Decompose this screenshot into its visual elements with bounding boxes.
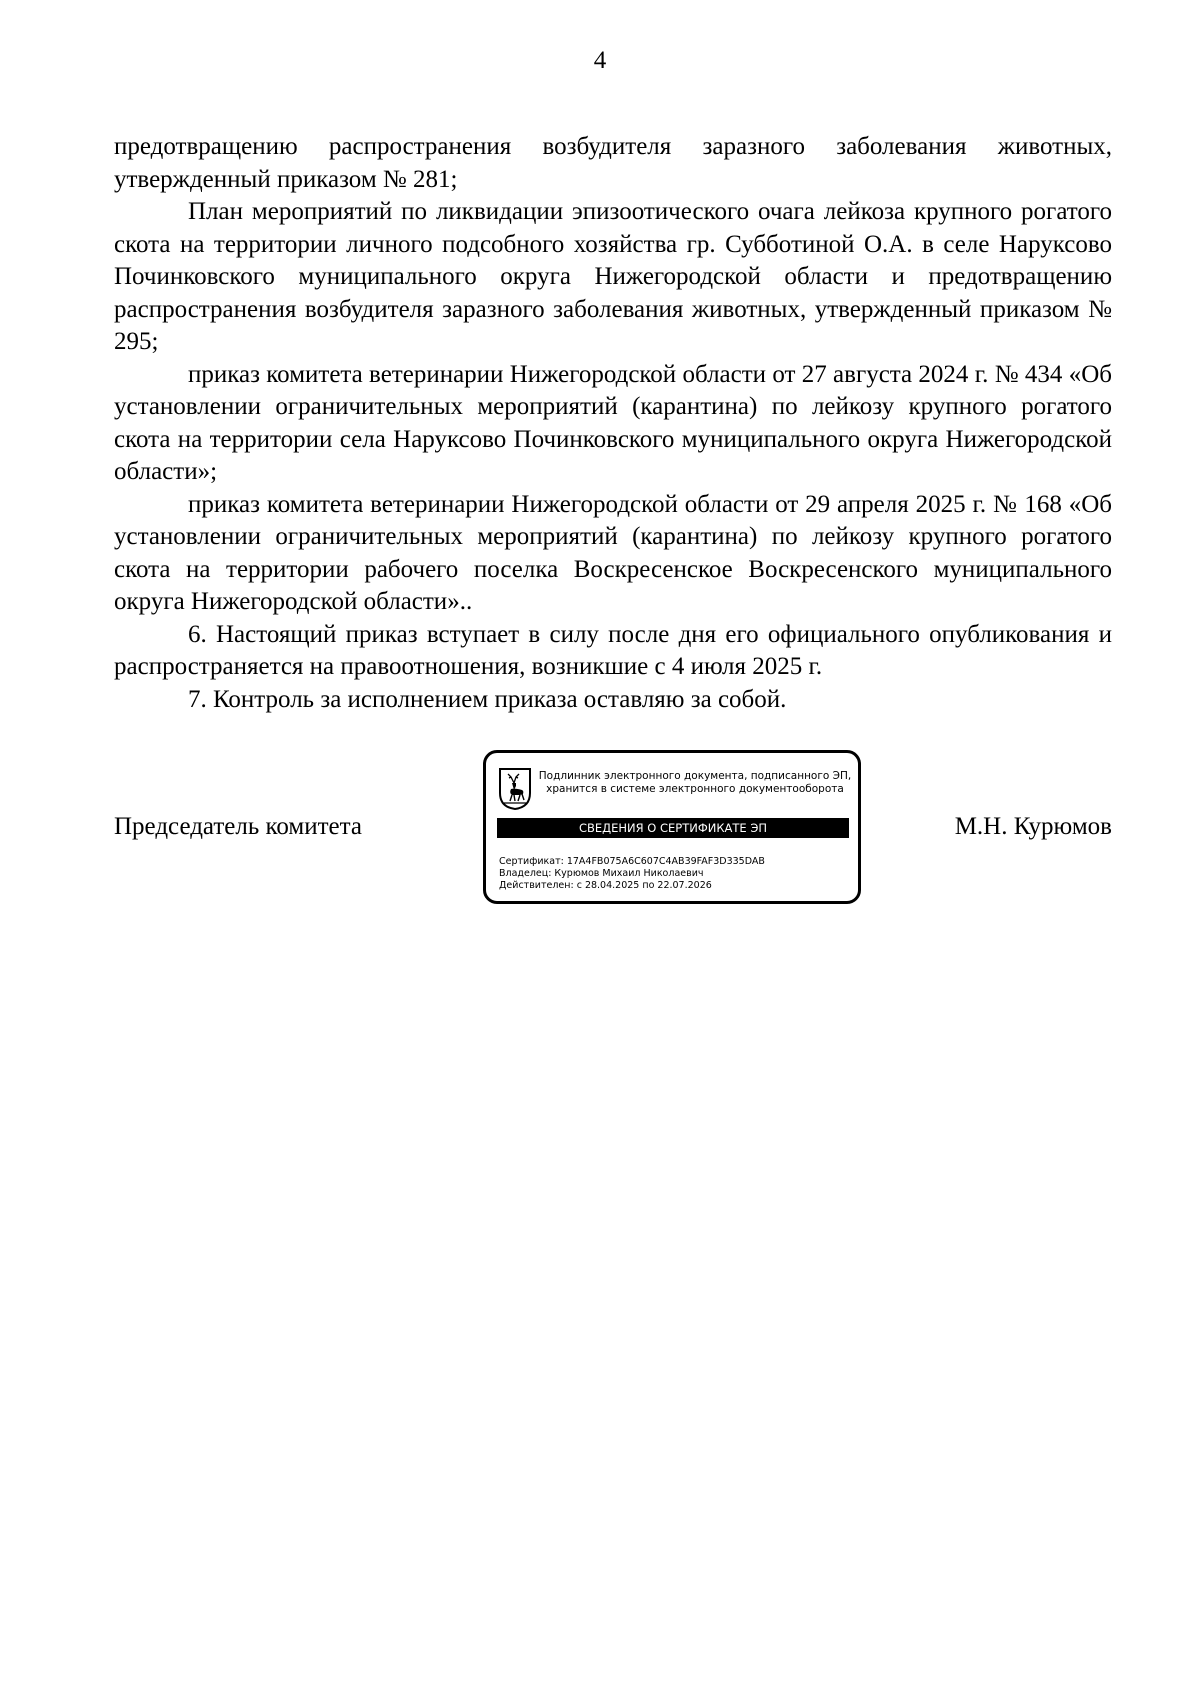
document-body (114, 131, 1112, 716)
paragraph: приказ комитета ветеринарии Нижегородской области от 27 августа 2024 г. № 434 «Об установлении ограничительных мероприятий (карантина) по лейкозу крупного рогатого скота на территории села Наруксово Починковского муниципального округа Нижегородской области»; (114, 360, 1112, 485)
electronic-signature-stamp (483, 750, 861, 904)
paragraph: приказ комитета ветеринарии Нижегородской области от 29 апреля 2025 г. № 168 «Об установлении ограничительных мероприятий (карантина) по лейкозу крупного рогатого скота на территории рабочего поселка Воскресенское Воскресенского муниципального округа Нижегородской области».. (114, 490, 1112, 615)
stamp-header-line: Подлинник электронного документа, подписанного ЭП, (538, 770, 852, 782)
paragraph: План мероприятий по ликвидации эпизоотического очага лейкоза крупного рогатого скота на территории личного подсобного хозяйства гр. Субботиной О.А. в селе Наруксово Починковского муниципального округа Нижегородской области и предотвращению распространения возбудителя заразного заболевания животных, утвержденный приказом № 295; (114, 198, 1112, 355)
signer-name: М.Н. Курюмов (954, 813, 1112, 840)
page-number: 4 (593, 47, 607, 74)
certificate-number: Сертификат: 17A4FB075A6C607C4AB39FAF3D335DAB (499, 856, 765, 867)
paragraph: предотвращению распространения возбудителя заразного заболевания животных, утвержденный приказом № 281; (114, 133, 1112, 193)
stamp-header (536, 770, 854, 796)
stamp-header-line: хранится в системе электронного документооборота (546, 783, 844, 795)
certificate-validity: Действителен: с 28.04.2025 по 22.07.2026 (499, 880, 712, 891)
paragraph: 6. Настоящий приказ вступает в силу после дня его официального опубликования и распространяется на правоотношения, возникшие с 4 июля 2025 г. (114, 620, 1112, 680)
certificate-details (499, 856, 765, 892)
certificate-owner: Владелец: Курюмов Михаил Николаевич (499, 868, 704, 879)
signer-role: Председатель комитета (114, 813, 362, 840)
nizhny-novgorod-deer-emblem-icon (498, 767, 532, 811)
certificate-info-title: СВЕДЕНИЯ О СЕРТИФИКАТЕ ЭП (497, 818, 849, 838)
paragraph: 7. Контроль за исполнением приказа оставляю за собой. (188, 685, 787, 713)
